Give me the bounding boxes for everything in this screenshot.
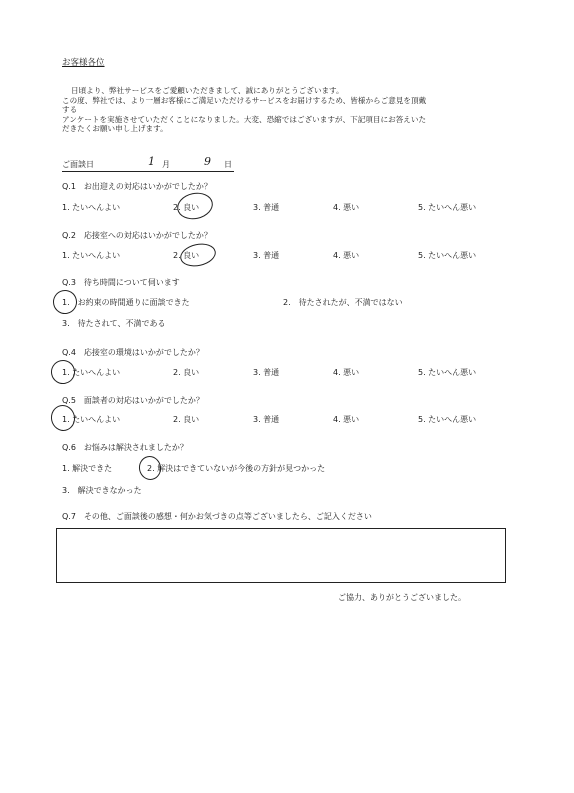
q5-option-4[interactable]: 4. 悪い	[333, 415, 360, 424]
q5-option-3[interactable]: 3. 普通	[253, 415, 280, 424]
q5-option-2[interactable]: 2. 良い	[173, 415, 200, 424]
interview-date-field[interactable]	[62, 155, 234, 172]
q2-option-3[interactable]: 3. 普通	[253, 251, 280, 260]
intro-line: この度、弊社では、より一層お客様にご満足いただけるサービスをお届けするため、皆様からご意見を頂戴	[62, 95, 427, 105]
question-6: Q.6 お悩みは解決されましたか？	[62, 443, 188, 452]
date-label: ご面談日	[62, 160, 94, 169]
intro-line: 日頃より、弊社サービスをご愛顧いただきまして、誠にありがとうございます。	[71, 86, 344, 95]
q3-option-3[interactable]: 3. 待たされて、不満である	[62, 319, 166, 328]
intro-line: だきたくお願い申し上げます。	[62, 124, 168, 134]
q4-option-2[interactable]: 2. 良い	[173, 368, 200, 377]
date-month-value: 1	[148, 155, 155, 168]
q6-option-3[interactable]: 3. 解決できなかった	[62, 486, 142, 495]
question-7: Q.7 その他、ご面談後の感想・何かお気づきの点等ございましたら、ご記入ください	[62, 512, 372, 521]
q5-option-5[interactable]: 5. たいへん悪い	[418, 415, 477, 424]
q6-option-1[interactable]: 1. 解決できた	[62, 464, 113, 473]
question-2: Q.2 応接室への対応はいかがでしたか？	[62, 231, 212, 240]
closing-message: ご協力、ありがとうございました。	[338, 593, 466, 602]
q4-option-1[interactable]: 1. たいへんよい	[62, 368, 121, 377]
q1-option-3[interactable]: 3. 普通	[253, 203, 280, 212]
q2-option-1[interactable]: 1. たいへんよい	[62, 251, 121, 260]
q6-answer-circle	[137, 454, 164, 482]
q3-answer-circle	[51, 288, 79, 316]
q3-option-1[interactable]: 1. お約束の時間通りに面談できた	[62, 298, 190, 307]
q1-option-5[interactable]: 5. たいへん悪い	[418, 203, 477, 212]
q4-option-3[interactable]: 3. 普通	[253, 368, 280, 377]
intro-text	[62, 86, 426, 134]
q1-option-2[interactable]: 2. 良い	[173, 203, 200, 212]
q2-answer-circle	[178, 240, 218, 269]
q4-option-5[interactable]: 5. たいへん悪い	[418, 368, 477, 377]
page-title: お客様各位	[62, 58, 105, 68]
q1-option-4[interactable]: 4. 悪い	[333, 203, 360, 212]
question-4: Q.4 応接室の環境はいかがでしたか？	[62, 348, 204, 357]
date-day-unit: 日	[224, 160, 232, 169]
q2-option-2[interactable]: 2. 良い	[173, 251, 200, 260]
question-1: Q.1 お出迎えの対応はいかがでしたか？	[62, 182, 212, 191]
q1-answer-circle	[175, 190, 216, 223]
q5-option-1[interactable]: 1. たいへんよい	[62, 415, 121, 424]
intro-line: アンケートを実施させていただくことになりました。大変、恐縮ではございますが、下記項目にお答えいた	[62, 114, 427, 124]
q1-option-1[interactable]: 1. たいへんよい	[62, 203, 121, 212]
q2-option-4[interactable]: 4. 悪い	[333, 251, 360, 260]
date-month-unit: 月	[162, 160, 170, 169]
q2-option-5[interactable]: 5. たいへん悪い	[418, 251, 477, 260]
q6-option-2[interactable]: 2. 解決はできていないが今後の方針が見つかった	[147, 464, 326, 473]
q4-option-4[interactable]: 4. 悪い	[333, 368, 360, 377]
q3-option-2[interactable]: 2. 待たされたが、不満ではない	[283, 298, 403, 307]
q5-answer-circle	[49, 403, 78, 433]
question-3: Q.3 待ち時間について伺います	[62, 278, 180, 287]
q4-answer-circle	[49, 358, 77, 386]
date-day-value: 9	[204, 155, 211, 168]
question-5: Q.5 面談者の対応はいかがでしたか？	[62, 396, 204, 405]
comment-box[interactable]	[56, 528, 506, 583]
intro-line: する	[62, 105, 78, 115]
